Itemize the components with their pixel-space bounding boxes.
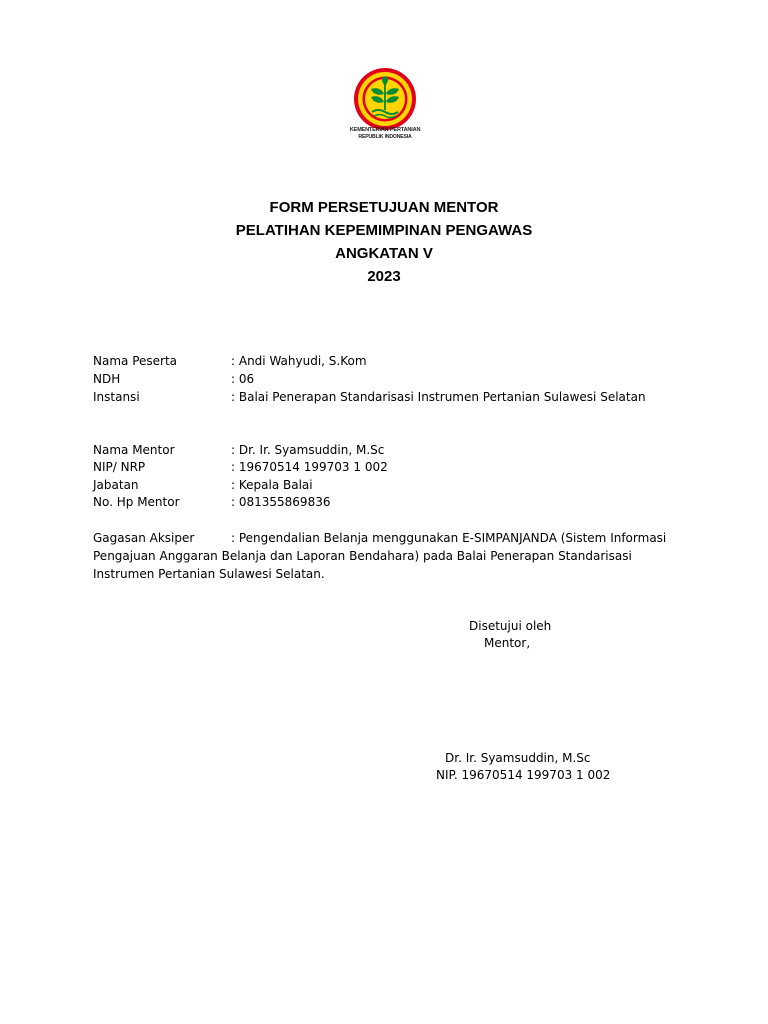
field-label: Nama Peserta	[93, 354, 178, 368]
batch-title: ANGKATAN V	[335, 245, 433, 262]
field-value: : Pengendalian Belanja menggunakan E-SIMPANJANDA (Sistem Informasi Pengajuan Anggaran Belanja dan Laporan Bendahara) pada Balai Penerapan Standarisasi Instrumen Pertanian Sulawesi Selatan.	[93, 531, 667, 581]
field-label: Gagasan Aksiper	[93, 531, 195, 545]
approval-label: Disetujui oleh	[469, 619, 552, 633]
ministry-logo	[340, 66, 430, 142]
training-title: PELATIHAN KEPEMIMPINAN PENGAWAS	[235, 222, 533, 239]
field-label: Instansi	[93, 390, 140, 404]
field-value: : Kepala Balai	[231, 478, 313, 492]
field-value: : 081355869836	[231, 495, 331, 509]
ministry-seal-icon	[352, 66, 418, 132]
field-value: : Balai Penerapan Standarisasi Instrumen Pertanian Sulawesi Selatan	[231, 390, 646, 404]
mentor-signature-nip: NIP. 19670514 199703 1 002	[436, 768, 611, 782]
field-label: No. Hp Mentor	[93, 495, 180, 509]
form-title: FORM PERSETUJUAN MENTOR	[269, 199, 499, 216]
year-title: 2023	[367, 268, 401, 285]
field-value: : 06	[231, 372, 255, 386]
field-value: : Andi Wahyudi, S.Kom	[231, 354, 367, 368]
field-label: Jabatan	[93, 478, 139, 492]
field-label: NDH	[93, 372, 121, 386]
gagasan-paragraph	[93, 529, 683, 583]
field-label: Nama Mentor	[93, 443, 175, 457]
field-value: : 19670514 199703 1 002	[231, 460, 388, 474]
logo-caption-line1: KEMENTERIAN PERTANIAN	[349, 127, 421, 133]
field-label: NIP/ NRP	[93, 460, 146, 474]
logo-caption-line2: REPUBLIK INDONESIA	[358, 134, 412, 140]
mentor-signature-name: Dr. Ir. Syamsuddin, M.Sc	[445, 751, 591, 765]
field-value: : Dr. Ir. Syamsuddin, M.Sc	[231, 443, 385, 457]
approval-role: Mentor,	[484, 636, 531, 650]
